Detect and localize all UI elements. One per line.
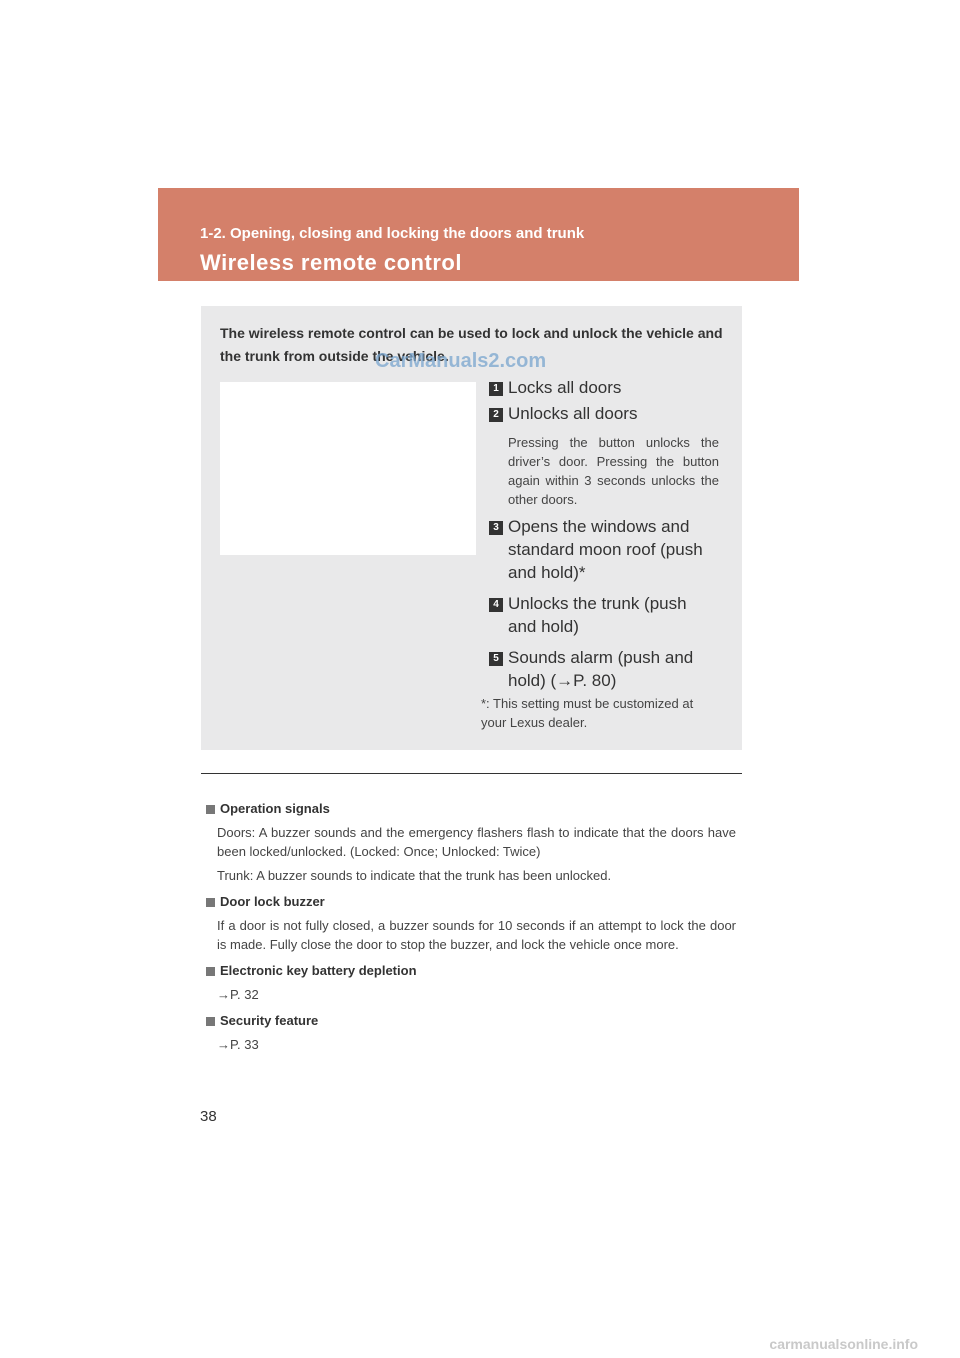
page-title: Wireless remote control [200, 250, 462, 275]
note-heading: Door lock buzzer [220, 894, 325, 909]
remote-illustration [220, 382, 476, 555]
list-item [489, 515, 719, 584]
square-bullet-icon [206, 1017, 215, 1026]
note-security-feature [206, 1012, 736, 1054]
page-reference-link[interactable]: →P. 32 [217, 987, 259, 1002]
square-bullet-icon [206, 805, 215, 814]
button-function-list [489, 376, 719, 692]
number-badge: 2 [489, 408, 503, 422]
note-heading: Electronic key battery depletion [220, 963, 417, 978]
note-body: Doors: A buzzer sounds and the emergency flashers flash to indicate that the doors have been locked/unlocked. (Locked: Once; Unlocked: Twice) [217, 825, 736, 859]
number-badge: 4 [489, 598, 503, 612]
list-item [489, 592, 719, 638]
site-watermark: carmanualsonline.info [769, 1336, 918, 1352]
info-box [201, 306, 742, 750]
item-label: Locks all doors [508, 378, 622, 397]
number-badge: 5 [489, 652, 503, 666]
item-note: Pressing the button unlocks the driver’s door. Pressing the button again within 3 seconds unlocks the other doors. [508, 435, 719, 507]
square-bullet-icon [206, 898, 215, 907]
page-number: 38 [200, 1108, 217, 1125]
note-battery-depletion [206, 962, 736, 1004]
number-badge: 1 [489, 382, 503, 396]
header-band [158, 188, 799, 281]
square-bullet-icon [206, 967, 215, 976]
note-operation-signals [206, 800, 736, 885]
note-body: Trunk: A buzzer sounds to indicate that the trunk has been unlocked. [217, 868, 612, 883]
intro-text: The wireless remote control can be used to lock and unlock the vehicle and the trunk from outside the vehicle. [220, 325, 723, 364]
footnote: *: This setting must be customized at your Lexus dealer. [481, 696, 694, 730]
item-label: Opens the windows and standard moon roof (push and hold)* [508, 517, 703, 582]
watermark-logo: CarManuals2.com [375, 350, 547, 372]
item-label: Unlocks the trunk (push and hold) [508, 594, 687, 636]
list-item [489, 402, 719, 509]
list-item [489, 646, 719, 692]
notes-section [206, 792, 736, 1054]
section-label: 1-2. Opening, closing and locking the doors and trunk [200, 225, 585, 242]
item-label: Sounds alarm (push and hold) (→P. 80) [508, 648, 694, 690]
divider [201, 773, 742, 774]
item-label: Unlocks all doors [508, 404, 638, 423]
page-reference-link[interactable]: →P. 33 [217, 1037, 259, 1052]
number-badge: 3 [489, 521, 503, 535]
note-body: If a door is not fully closed, a buzzer sounds for 10 seconds if an attempt to lock the door is made. Fully close the door to stop the buzzer, and lock the vehicle once more. [217, 918, 736, 952]
list-item [489, 376, 719, 399]
note-heading: Security feature [220, 1013, 319, 1028]
note-heading: Operation signals [220, 801, 330, 816]
note-door-lock-buzzer [206, 893, 736, 954]
